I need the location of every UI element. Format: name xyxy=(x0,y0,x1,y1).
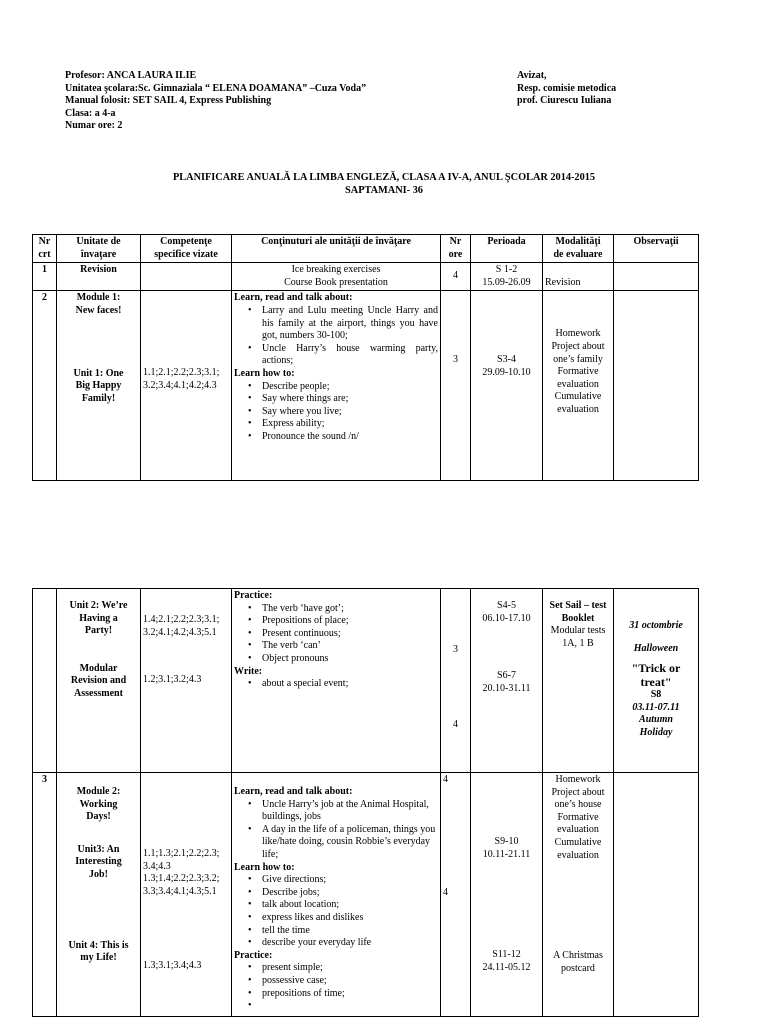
observations xyxy=(614,263,699,291)
competences: 1.4;2.1;2.2;2.3;3.1; 3.2;4.1;4.2;4.3;5.1 1.2;3.1;3.2;4.3 xyxy=(141,589,232,773)
evaluation: Homework Project about one’s family Formative evaluation Cumulative evaluation xyxy=(543,291,614,481)
col-competente: Competenţe specifice vizate xyxy=(141,235,232,263)
list-item: • Say where things are; xyxy=(262,393,438,406)
school-name: Unitatea şcolara:Sc. Gimnaziala “ ELENA DOAMANA” –Cuza Voda” xyxy=(65,82,367,94)
row-number: 2 xyxy=(33,291,57,481)
row-number xyxy=(33,589,57,773)
col-continuturi: Conţinuturi ale unităţii de învăţare xyxy=(232,235,441,263)
content: Learn, read and talk about: • Larry and Lulu meeting Uncle Harry and his family at the airport, things you have got, numbers 30-100; • Uncle Harry’s house warming party, actions; Learn how to: • Describe people; • Say where things are; • Say where you live; • Express ability; • Pronounce the sound /n/ xyxy=(232,291,441,481)
list-item: • Describe people; xyxy=(262,381,438,394)
approval-info xyxy=(517,70,616,108)
list-item: • describe your everyday life xyxy=(262,937,438,950)
col-modalitati: Modalităţi de evaluare xyxy=(543,235,614,263)
content: Ice breaking exercises Course Book presentation xyxy=(232,263,441,291)
list-item: • express likes and dislikes xyxy=(262,912,438,925)
col-perioada: Perioada xyxy=(471,235,543,263)
evaluation: Homework Project about one’s house Formative evaluation Cumulative evaluation A Christmas postcard xyxy=(543,773,614,1017)
content: Practice: • The verb ‘have got’; • Prepositions of place; • Present continuous; • The verb ‘can’ • Object pronouns Write: • about a special event; xyxy=(232,589,441,773)
planning-table-2 xyxy=(32,588,699,1017)
approval-name: prof. Ciurescu Iuliana xyxy=(517,95,612,107)
class-level: Clasa: a 4-a xyxy=(65,107,116,119)
list-item: • present simple; xyxy=(262,962,438,975)
list-item: • tell the time xyxy=(262,925,438,938)
hours: 4 xyxy=(441,263,471,291)
unit-name: Unit 2: We’re Having a Party! Modular Revision and Assessment xyxy=(57,589,141,773)
list-item: • possessive case; xyxy=(262,975,438,988)
list-item: • Object pronouns xyxy=(262,653,438,666)
content: Learn, read and talk about: • Uncle Harry’s job at the Animal Hospital, buildings, jobs • A day in the life of a policeman, things you like/hate doing, cousin Robbie’s everyday life; Learn how to: • Give directions; • Describe jobs; • talk about location; • express likes and dislikes • tell the time • describe your everyday life Practice: • present simple; • possessive case; • prepositions of time; • xyxy=(232,773,441,1017)
hours: 4 4 xyxy=(441,773,471,1017)
teacher-info xyxy=(65,70,366,133)
list-item: • Uncle Harry’s house warming party, actions; xyxy=(262,343,438,368)
list-item: • Present continuous; xyxy=(262,628,438,641)
table-row xyxy=(33,291,699,481)
list-item: • Pronounce the sound /n/ xyxy=(262,431,438,444)
unit-name: Module 1: New faces! Unit 1: One Big Happy Family! xyxy=(57,291,141,481)
period: S4-5 06.10-17.10 S6-7 20.10-31.11 xyxy=(471,589,543,773)
row-number: 3 xyxy=(33,773,57,1017)
list-item: • Uncle Harry’s job at the Animal Hospital, buildings, jobs xyxy=(262,799,438,824)
table-row xyxy=(33,773,699,1017)
table-row xyxy=(33,263,699,291)
list-item: • Describe jobs; xyxy=(262,887,438,900)
list-item: • Say where you live; xyxy=(262,406,438,419)
unit-name: Module 2: Working Days! Unit3: An Interesting Job! Unit 4: This is my Life! xyxy=(57,773,141,1017)
obs-halloween: Halloween xyxy=(633,642,679,654)
list-item: • talk about location; xyxy=(262,899,438,912)
title-line-1: PLANIFICARE ANUALĂ LA LIMBA ENGLEZĂ, CLASA A IV-A, ANUL ŞCOLAR 2014-2015 xyxy=(172,172,596,183)
planning-table-1 xyxy=(32,234,699,481)
unit-name: Revision xyxy=(57,263,141,291)
title-line-2: SAPTAMANI- 36 xyxy=(345,184,423,196)
table-row xyxy=(33,589,699,773)
approval-role: Resp. comisie metodica xyxy=(517,82,617,94)
obs-date: 31 octombrie xyxy=(629,620,683,631)
list-item: • A day in the life of a policeman, things you like/hate doing, cousin Robbie’s everyday life; xyxy=(262,824,438,862)
textbook: Manual folosit: SET SAIL 4, Express Publishing xyxy=(65,95,272,107)
list-item: • Give directions; xyxy=(262,874,438,887)
period: S3-4 29.09-10.10 xyxy=(471,291,543,481)
period: S9-10 10.11-21.11 S11-12 24.11-05.12 xyxy=(471,773,543,1017)
observations xyxy=(614,291,699,481)
row-number: 1 xyxy=(33,263,57,291)
period: S 1-2 15.09-26.09 xyxy=(471,263,543,291)
evaluation: Set Sail – test Booklet Modular tests 1A, 1 B xyxy=(543,589,614,773)
list-item: • The verb ‘have got’; xyxy=(262,603,438,616)
col-observatii: Observaţii xyxy=(614,235,699,263)
list-item: • Express ability; xyxy=(262,418,438,431)
list-item: • prepositions of time; xyxy=(262,988,438,1001)
page-title xyxy=(0,172,768,197)
competences xyxy=(141,263,232,291)
list-item xyxy=(262,1000,438,1013)
col-nr-crt: Nr crt xyxy=(33,235,57,263)
hours: 3 4 xyxy=(441,589,471,773)
list-item: • Larry and Lulu meeting Uncle Harry and his family at the airport, things you have got, numbers 30-100; xyxy=(262,305,438,343)
hours: 3 xyxy=(441,291,471,481)
col-unitate: Unitate de învaţare xyxy=(57,235,141,263)
teacher-name: Profesor: ANCA LAURA ILIE xyxy=(65,70,197,81)
table-header-row xyxy=(33,235,699,263)
list-item: • The verb ‘can’ xyxy=(262,640,438,653)
evaluation: Revision xyxy=(543,263,614,291)
col-nr-ore: Nr ore xyxy=(441,235,471,263)
approval-label: Avizat, xyxy=(517,70,547,81)
list-item: • about a special event; xyxy=(262,678,438,691)
competences: 1.1;1.3;2.1;2.2;2.3; 3.4;4.3 1.3;1.4;2.2;2.3;3.2; 3.3;3.4;4.1;4.3;5.1 1.3;3.1;3.4;4.3 xyxy=(141,773,232,1017)
list-item: • Prepositions of place; xyxy=(262,615,438,628)
hours-count: Numar ore: 2 xyxy=(65,120,123,132)
observations: 31 octombrie Halloween "Trick or treat" S8 03.11-07.11 Autumn Holiday xyxy=(614,589,699,773)
competences: 1.1;2.1;2.2;2.3;3.1; 3.2;3.4;4.1;4.2;4.3 xyxy=(141,291,232,481)
observations xyxy=(614,773,699,1017)
